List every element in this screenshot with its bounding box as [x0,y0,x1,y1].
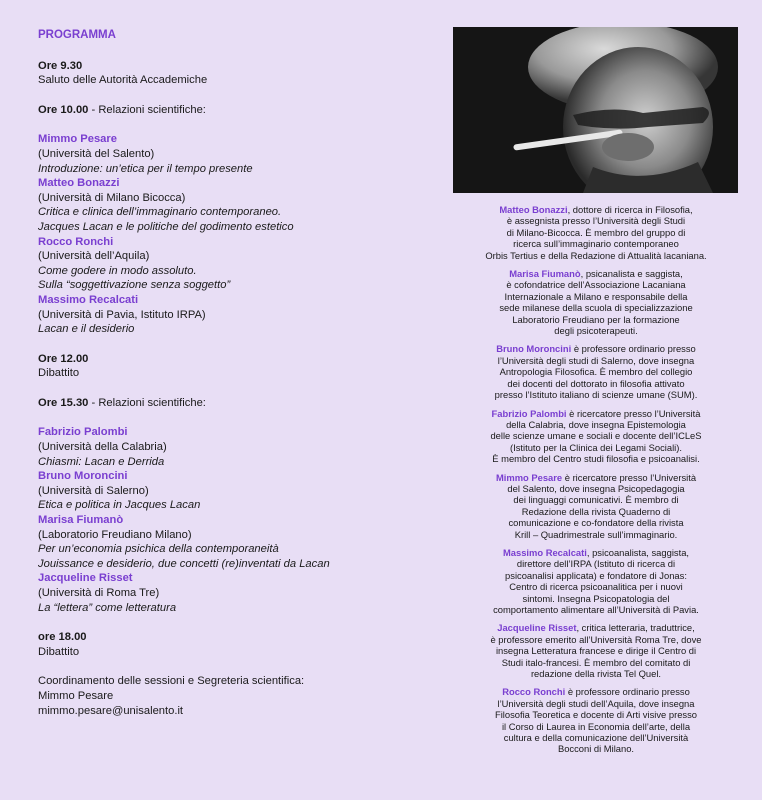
session2-speakers [38,425,418,615]
bio-text: Antropologia Filosofica. È membro del collegio [499,366,693,378]
speaker-entry [38,469,418,513]
bio-text: degli psicoterapeuti. [554,325,638,337]
bio-text: Redazione della rivista Quaderno di [521,505,671,517]
bio-line [436,343,756,354]
bio-entry [436,472,756,540]
speaker-name: Jacqueline Risset [38,572,133,585]
bio-text: Krill – Quadrimestrale sull’immaginario. [514,528,678,540]
bio-line [436,547,756,558]
bio-name: Jacqueline Risset [497,622,577,634]
bio-text: Internazionale a Milano e responsabile della [504,290,688,302]
bio-text: è ricercatore presso l’Università [562,471,697,483]
bio-text: è professore emerito all’Università Roma Tre, dove [490,633,702,645]
bio-text: , critica letteraria, traduttrice, [576,622,695,634]
bio-line [436,494,756,505]
session1-speakers [38,132,418,336]
talk-title: Sulla “soggettivazione senza soggetto” [38,279,231,292]
talk-title: La “lettera” come letteratura [38,601,177,614]
speaker-entry [38,235,418,293]
bio-line [436,408,756,419]
speaker-entry [38,425,418,469]
talk-title: Introduzione: un’etica per il tempo presente [38,162,253,175]
speaker-name: Matteo Bonazzi [38,177,120,190]
bio-line [436,604,756,615]
bio-line [436,279,756,290]
bio-line [436,732,756,743]
talk-title: Etica e politica in Jacques Lacan [38,499,201,512]
speaker-entry [38,293,418,337]
bio-entry [436,686,756,754]
session1-time: Ore 10.00 [38,103,89,116]
coordination-name: Mimmo Pesare [38,689,114,702]
bio-line [436,483,756,494]
bio-line [436,453,756,464]
bio-text: cultura e della comunicazione dell’Università [503,732,689,744]
speaker-name: Marisa Fiumanò [38,514,124,527]
bio-line [436,314,756,325]
bio-text: è assegnista presso l’Università degli Studi [506,215,686,227]
speaker-affiliation: (Università di Salerno) [38,484,149,497]
break2-desc: Dibattito [38,645,80,658]
bio-text: è cofondatrice dell’Associazione Lacaniana [506,279,686,291]
speaker-name: Fabrizio Palombi [38,426,128,439]
speaker-affiliation: (Laboratorio Freudiano Milano) [38,528,192,541]
bio-text: Studi italo-francesi. È membro del comitato di [501,656,691,668]
bio-line [436,686,756,697]
bio-line [436,325,756,336]
bio-line [436,506,756,517]
bio-line [436,743,756,754]
speaker-affiliation: (Università del Salento) [38,147,155,160]
bio-text: comunicazione e co-fondatore della rivista [508,517,684,529]
bio-text: è professore ordinario presso [565,686,690,698]
bio-entry [436,408,756,465]
speaker-name: Bruno Moroncini [38,470,128,483]
bio-line [436,634,756,645]
bio-text: direttore dell’IRPA (Istituto di ricerca di [516,558,676,570]
portrait-photo-icon [453,27,738,193]
bio-line [436,250,756,261]
bio-text: sede milanese della scuola di specializzazione [499,302,693,314]
bio-name: Bruno Moroncini [496,343,572,355]
bio-line [436,430,756,441]
opening-block [38,59,418,88]
bio-text: delle scienze umane e sociali e docente dell’ICLeS [490,430,702,442]
bio-text: l’Università degli studi dell’Aquila, dove insegna [497,697,695,709]
bio-entry [436,622,756,679]
bio-name: Matteo Bonazzi [499,204,568,215]
coordination-label: Coordinamento delle sessioni e Segreteria scientifica: [38,675,305,688]
bio-line [436,419,756,430]
bio-line [436,622,756,633]
bio-text: dei docenti del dottorato in filosofia attivato [507,377,685,389]
bio-line [436,581,756,592]
speaker-entry [38,176,418,234]
bio-entry [436,204,756,261]
session2-time: Ore 15.30 [38,396,89,409]
opening-desc: Saluto delle Autorità Accademiche [38,74,208,87]
break2-time: ore 18.00 [38,631,87,644]
bio-text: presso l’Istituto italiano di scienze umane (SUM). [494,389,698,401]
program-heading: PROGRAMMA [38,29,116,41]
bio-text: Filosofia Teoretica e docente di Arti visive presso [494,709,697,721]
bio-line [436,529,756,540]
talk-title: Jacques Lacan e le politiche del godimento estetico [38,220,294,233]
speaker-entry [38,571,418,615]
bio-text: redazione della rivista Tel Quel. [530,668,662,680]
bio-name: Rocco Ronchi [502,686,566,698]
bio-text: di Milano-Bicocca. È membro del gruppo di [506,226,686,238]
talk-title: Jouissance e desiderio, due concetti (re)inventati da Lacan [38,557,330,570]
program-column [38,28,418,718]
bio-line [436,570,756,581]
speaker-affiliation: (Università dell’Aquila) [38,250,150,263]
portrait-photo [453,27,738,193]
bios-column [436,204,756,762]
bio-name: Marisa Fiumanò [509,268,581,280]
bio-text: psicoanalisi applicata) e fondatore di Jonas: [505,569,687,581]
bio-text: del Salento, dove insegna Psicopedagogia [507,482,685,494]
speaker-name: Mimmo Pesare [38,133,117,146]
bio-text: È membro del Centro studi filosofia e psicoanalisi. [492,453,700,465]
bio-text: , psicoanalista, saggista, [586,546,690,558]
bio-entry [436,268,756,336]
bio-text: Orbis Tertius e della Redazione di Attualità lacaniana. [485,249,707,261]
bio-text: , psicanalista e saggista, [580,268,683,280]
speaker-affiliation: (Università di Pavia, Istituto IRPA) [38,308,206,321]
break2-block [38,630,418,659]
bio-text: il Corso di Laurea in Economia dell’arte, della [501,720,691,732]
bio-text: Bocconi di Milano. [557,743,635,755]
speaker-name: Massimo Recalcati [38,293,139,306]
coordination-block [38,674,418,718]
bio-line [436,366,756,377]
break1-time: Ore 12.00 [38,352,89,365]
bio-line [436,389,756,400]
bio-line [436,227,756,238]
speaker-entry [38,513,418,571]
bio-text: l’Università degli studi di Salerno, dove insegna [497,354,695,366]
bio-entry [436,343,756,400]
bio-text: , dottore di ricerca in Filosofia, [567,204,693,215]
bio-line [436,355,756,366]
bio-line [436,721,756,732]
break1-desc: Dibattito [38,367,80,380]
bio-text: Laboratorio Freudiano per la formazione [512,313,680,325]
session1-label: - Relazioni scientifiche: [88,103,206,116]
bio-text: ricerca sull’immaginario contemporaneo [513,238,679,250]
talk-title: Lacan e il desiderio [38,323,135,336]
bio-line [436,442,756,453]
bio-line [436,668,756,679]
bio-text: (Istituto per la Clinica dei Legami Sociali). [510,441,682,453]
talk-title: Come godere in modo assoluto. [38,264,197,277]
bio-line [436,698,756,709]
speaker-entry [38,132,418,176]
bio-line [436,268,756,279]
bio-name: Mimmo Pesare [495,471,563,483]
bio-text: Centro di ricerca psicoanalitica per i nuovi [509,581,683,593]
talk-title: Chiasmi: Lacan e Derrida [38,455,165,468]
bio-text: della Calabria, dove insegna Epistemologia [506,418,686,430]
speaker-affiliation: (Università di Roma Tre) [38,587,160,599]
bio-text: insegna Letteratura francese e dirige il Centro di [495,645,697,657]
bio-line [436,657,756,668]
bio-text: è professore ordinario presso [571,343,696,355]
speaker-affiliation: (Università della Calabria) [38,441,167,454]
speaker-affiliation: (Università di Milano Bicocca) [38,191,186,204]
speaker-name: Rocco Ronchi [38,235,114,248]
bio-line [436,645,756,656]
bio-text: è ricercatore presso l’Università [566,407,701,419]
bio-line [436,215,756,226]
bio-line [436,238,756,249]
session2-label: - Relazioni scientifiche: [88,396,206,409]
bio-line [436,291,756,302]
session1-header [38,103,418,118]
bio-text: sintomi. Insegna Psicopatologia del [522,592,670,604]
bio-line [436,472,756,483]
bio-text: dei linguaggi comunicativi. È membro di [513,494,679,506]
bio-line [436,593,756,604]
bio-entry [436,547,756,615]
opening-time: Ore 9.30 [38,59,83,72]
session2-header [38,396,418,411]
talk-title: Per un’economia psichica della contemporaneità [38,543,279,556]
bio-line [436,204,756,215]
coordination-email: mimmo.pesare@unisalento.it [38,704,184,717]
break1-block [38,352,418,381]
bio-line [436,558,756,569]
bio-text: comportamento alimentare all’Università di Pavia. [493,604,699,615]
talk-title: Critica e clinica dell’immaginario contemporaneo. [38,206,282,219]
bio-line [436,709,756,720]
bio-line [436,302,756,313]
bio-name: Massimo Recalcati [502,546,587,558]
bio-line [436,378,756,389]
bio-name: Fabrizio Palombi [491,407,567,419]
bio-line [436,517,756,528]
